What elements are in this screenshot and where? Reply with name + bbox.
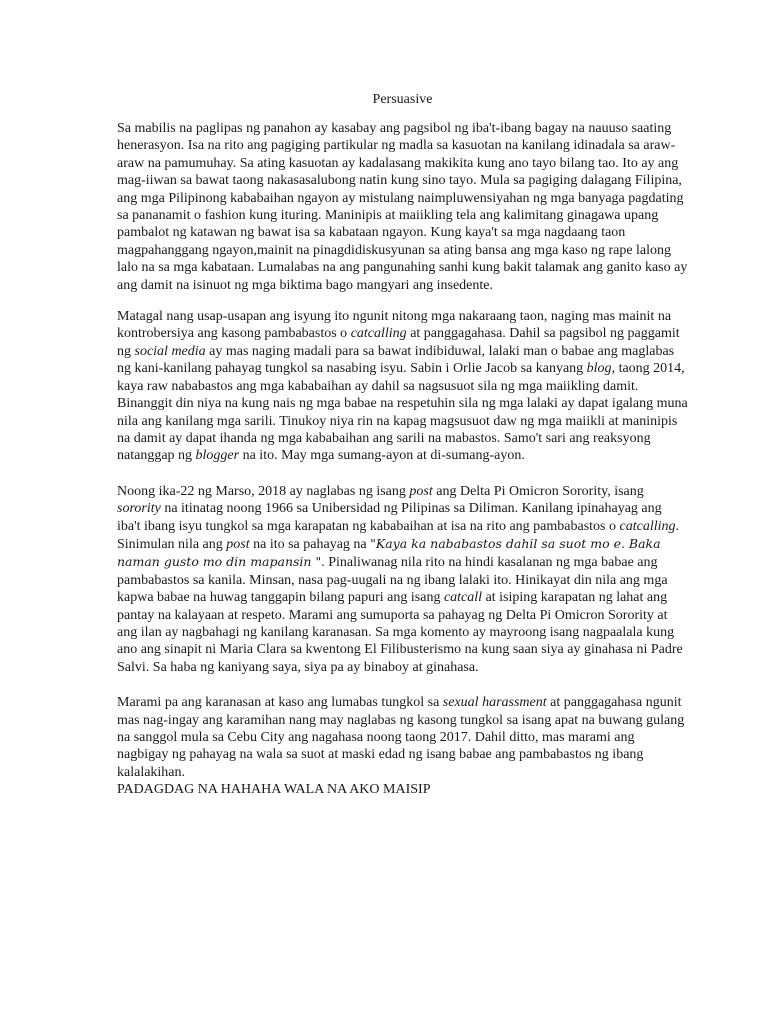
quoted-statement: "Kaya ka nababastos dahil sa suot mo e. Baka naman gusto mo din mapansin " xyxy=(117,535,661,570)
text-run: . Sinimulan nila ang xyxy=(117,518,679,552)
italic-term: blog xyxy=(586,361,612,377)
italic-term: post xyxy=(226,536,250,552)
text-run: Marami pa ang karanasan at kaso ang lumabas tungkol sa xyxy=(117,695,443,711)
text-run: at panggagahasa ngunit mas nag-ingay ang karamihan nang may naglabas ng kasong tungkol sa isang apat na buwang gulang na sanggol mula sa Cebu City ang nagahasa noong taong 2017. Dahil ditto, mas marami ang nagbigay ng pahayag na wala sa suot at maski edad ng isang babae ang pambabastos ng ibang kalalakihan. xyxy=(117,695,685,780)
text-run: ay mas naging madali para sa bawat indibiduwal, lalaki man o babae ang maglabas ng kani-kanilang pahayag tungkol sa nasabing isyu. Sabin i Orlie Jacob sa kanyang xyxy=(117,343,675,377)
italic-term: catcalling xyxy=(350,326,407,342)
italic-term: sorority xyxy=(117,501,161,517)
text-run: at panggagahasa. Dahil sa pagsibol ng paggamit ng xyxy=(117,326,680,359)
paragraph-3 xyxy=(117,483,688,676)
text-run: Matagal nang usap-usapan ang isyung ito ngunit nitong mga nakaraang taon, naging mas mainit na kontrobersiya ang kasong pambabastos o xyxy=(117,309,672,342)
text-run: Noong ika-22 ng Marso, 2018 ay naglabas ng isang xyxy=(117,483,410,499)
italic-term: sexual harassment xyxy=(442,695,547,711)
italic-term: post xyxy=(409,483,433,499)
text-run: na ito sa pahayag na xyxy=(249,536,371,552)
text-run: . Pinaliwanag nila rito na hindi kasalanan ng mga babae ang pambabastos sa kanila. Minsan, nasa pag-uugali na ng ibang lalaki ito. Hinikayat din nila ang mga kapwa babae na huwag tanggapin bilang papuri ang isang xyxy=(117,555,668,606)
italic-term: blogger xyxy=(195,448,240,464)
paragraph-1: Sa mabilis na paglipas ng panahon ay kasabay ang pagsibol ng iba't-ibang bagay na nauuso saating henerasyon. Isa na rito ang pagiging partikular ng madla sa kasuotan na kanilang idinadala sa araw- araw na pamumuhay. Sa ating kasuotan ay kadalasang makikita kung ano tayo bilang tao. Ito ay ang mag-iiwan sa bawat taong nakasasalubong natin kung sino tayo. Mula sa pagiging dalagang Filipina, ang mga Pilipinong kababaihan ngayon ay mistulang naimpluwensiyahan ng mga banyaga pagdating sa pananamit o fashion kung ituring. Maninipis at maiikling tela ang kalimitang ginagawa upang pambalot ng katawan ng bawat isa sa kabataan ngayon. Kung kaya't sa mga nagdaang taon magpahanggang ngayon,mainit na pinagdidiskusyunan sa ating bansa ang mga kaso ng rape lalong lalo na sa mga kabataan. Lumalabas na ang pangunahing sanhi kung bakit talamak ang ganito kaso ay ang damit na isinuot ng mga biktima bago mangyari ang insedente. xyxy=(117,121,688,293)
text-run: ang Delta Pi Omicron Sorority, isang xyxy=(432,483,644,499)
document-title: Persuasive xyxy=(372,92,433,107)
paragraph-2 xyxy=(117,308,688,465)
closing-line: PADAGDAG NA HAHAHA WALA NA AKO MAISIP xyxy=(117,782,431,798)
text-run: na itinatag noong 1966 sa Unibersidad ng Pilipinas sa Diliman. Kanilang ipinahayag ang iba't ibang isyu tungkol sa mga karapatan ng kababaihan at isa na rito ang pambabastos o xyxy=(117,501,662,534)
italic-term: catcalling xyxy=(619,518,676,534)
text-run: na ito. May mga sumang-ayon at di-sumang-ayon. xyxy=(239,448,525,464)
text-run: at isiping karapatan ng lahat ang pantay na kalayaan at respeto. Marami ang sumuporta sa pahayag ng Delta Pi Omicron Sorority at ang ilan ay nagbahagi ng kanilang karanasan. Sa mga komento ay mayroong isang nagpaalala kung ano ang sinapit ni Maria Clara sa kwentong El Filibusterismo na kung saan siya ay ginahasa ni Padre Salvi. Sa haba ng kaniyang saya, siya pa ay binaboy at ginahasa. xyxy=(117,590,683,675)
italic-term: social media xyxy=(134,343,206,359)
italic-term: catcall xyxy=(443,590,483,606)
text-run: , taong 2014, kaya raw nababastos ang mga kababaihan ay dahil sa nagsusuot sila ng mga maiikling damit. Binanggit din niya na kung nais ng mga babae na respetuhin sila ng mga lalaki ay dapat igalang muna nila ang kanilang mga sarili. Tinukoy niya rin na kapag magsusuot daw ng mga maiikli at maninipis na damit ay dapat ihanda ng mga kababaihan ang sarili na mabastos. Samo't sari ang reaksyong natanggap ng xyxy=(117,361,688,464)
paragraph-4 xyxy=(117,694,688,781)
